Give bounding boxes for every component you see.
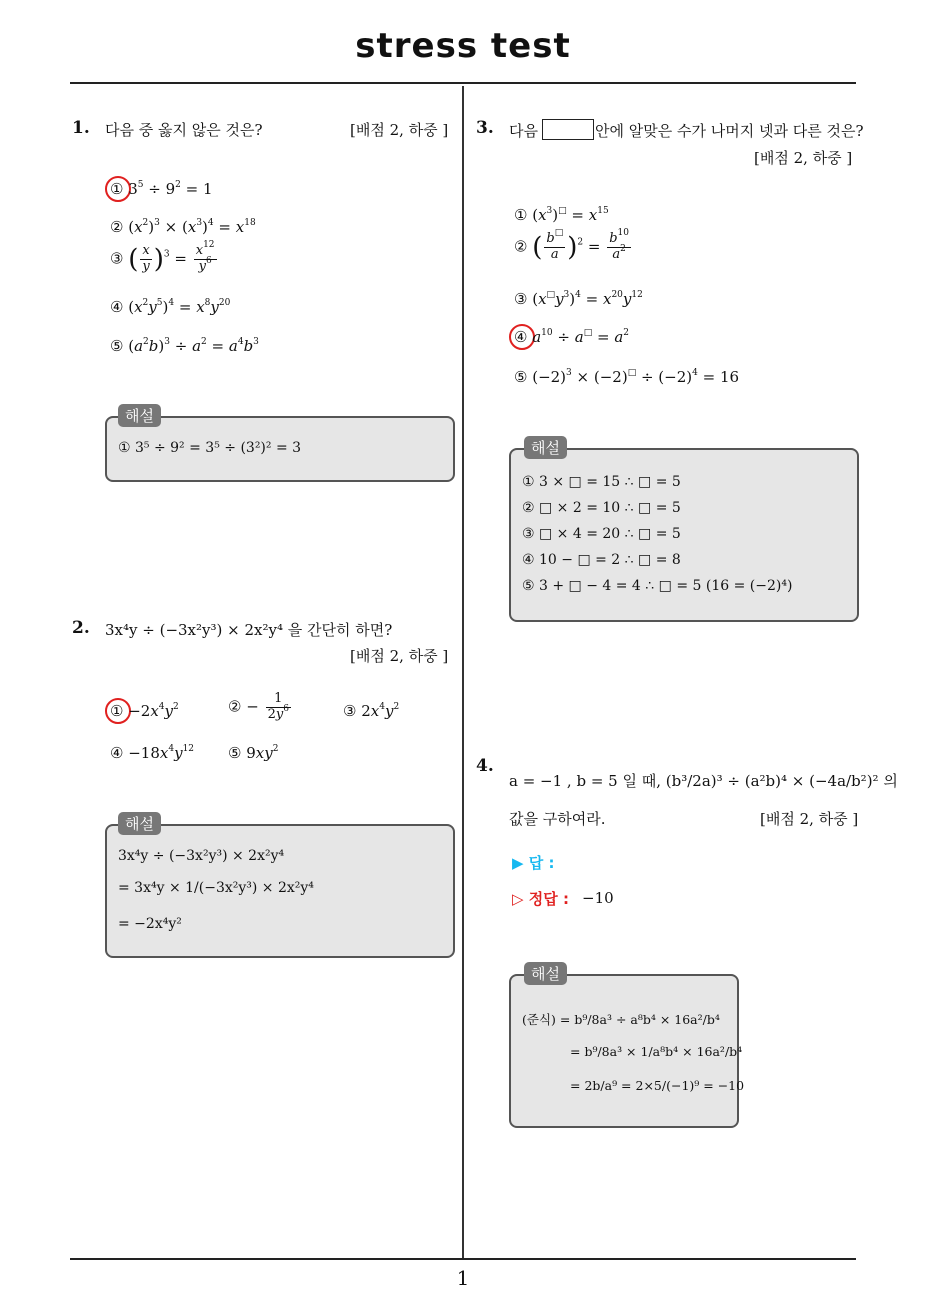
q2-option-4[interactable]: ④ $-18x^4y^{12}$ xyxy=(110,744,195,762)
q1-option-3[interactable]: ③ ( $\frac{x}{y}$ )$^3$ = $\frac{x^{12}}{y^6}$ xyxy=(110,240,215,275)
q4-text-2: 값을 구하여라. xyxy=(509,810,606,828)
q3-explanation-line-3: ③ □ × 4 = 20 ∴ □ = 5 xyxy=(522,526,681,542)
q3-explanation-line-4: ④ 10 − □ = 2 ∴ □ = 8 xyxy=(522,552,681,568)
q2-points: [배점 2, 하중 ] xyxy=(350,647,449,665)
q2-option-1[interactable]: ① $-2x^4y^2$ xyxy=(110,702,179,720)
q2-explanation-line-3: = −2x⁴y² xyxy=(118,916,182,932)
q3-option-1[interactable]: ① $(x^3)^□ = x^{15}$ xyxy=(514,206,609,224)
footer-rule xyxy=(70,1258,856,1260)
q3-number: 3. xyxy=(476,118,494,138)
q1-option-2[interactable]: ② $(x^2)^3 \times (x^3)^4 = x^{18}$ xyxy=(110,218,256,236)
q3-blank-box xyxy=(542,119,594,140)
column-divider xyxy=(462,86,464,1258)
q4-correct-label: ▷ 정답 : xyxy=(512,890,569,908)
q3-text-after: 안에 알맞은 수가 나머지 넷과 다른 것은? xyxy=(595,122,864,140)
q4-points: [배점 2, 하중 ] xyxy=(760,810,859,828)
q3-explanation-line-2: ② □ × 2 = 10 ∴ □ = 5 xyxy=(522,500,681,516)
q3-explanation-line-1: ① 3 × □ = 15 ∴ □ = 5 xyxy=(522,474,681,490)
q4-text: a = −1 , b = 5 일 때, (b³/2a)³ ÷ (a²b)⁴ × (−4a/b²)² 의 xyxy=(509,772,898,790)
q3-option-2[interactable]: ② ( $\frac{b^□}{a}$ )$^2$ = $\frac{b^{10}}{a^2}$ xyxy=(514,228,629,263)
q3-option-5[interactable]: ⑤ $(-2)^3 \times (-2)^□ \div (-2)^4 = 16$ xyxy=(514,368,740,386)
q2-option-5[interactable]: ⑤ $9xy^2$ xyxy=(228,744,279,762)
q2-option-3[interactable]: ③ $2x^4y^2$ xyxy=(343,702,400,720)
q2-explanation-line-1: 3x⁴y ÷ (−3x²y³) × 2x²y⁴ xyxy=(118,848,285,864)
q3-points: [배점 2, 하중 ] xyxy=(754,149,853,167)
page-number: 1 xyxy=(456,1266,470,1290)
q2-text: 3x⁴y ÷ (−3x²y³) × 2x²y⁴ 을 간단히 하면? xyxy=(105,621,393,639)
q4-explanation-line-2: = b⁹/8a³ × 1/a⁸b⁴ × 16a²/b⁴ xyxy=(570,1044,743,1059)
q3-text-before: 다음 xyxy=(509,122,538,140)
q4-explanation-tag: 해설 xyxy=(524,962,567,985)
q1-explanation-tag: 해설 xyxy=(118,404,161,427)
q2-explanation-tag: 해설 xyxy=(118,812,161,835)
q1-option-4[interactable]: ④ $(x^2y^5)^4 = x^8y^{20}$ xyxy=(110,298,231,316)
q4-explanation-line-1: (준식) = b⁹/8a³ ÷ a⁸b⁴ × 16a²/b⁴ xyxy=(522,1012,720,1027)
q2-explanation-line-2: = 3x⁴y × 1/(−3x²y³) × 2x²y⁴ xyxy=(118,880,314,896)
q3-explanation-tag: 해설 xyxy=(524,436,567,459)
q4-explanation-line-3: = 2b/a⁹ = 2×5/(−1)⁹ = −10 xyxy=(570,1078,745,1093)
q3-option-4[interactable]: ④ $a^{10} \div a^□ = a^2$ xyxy=(514,328,629,346)
q2-option-2[interactable]: ② − $\frac{1}{2y^6}$ xyxy=(228,691,289,722)
header-rule xyxy=(70,82,856,84)
q3-explanation-line-5: ⑤ 3 + □ − 4 = 4 ∴ □ = 5 (16 = (−2)⁴) xyxy=(522,578,793,594)
q1-explanation: ① 3⁵ ÷ 9² = 3⁵ ÷ (3²)² = 3 xyxy=(118,440,302,456)
q1-points: [배점 2, 하중 ] xyxy=(350,121,449,139)
q1-option-1[interactable]: ① $3^5 \div 9^2 = 1$ xyxy=(110,180,213,198)
q1-option-5[interactable]: ⑤ $(a^2b)^3 \div a^2 = a^4b^3$ xyxy=(110,337,259,355)
q4-number: 4. xyxy=(476,756,494,776)
q2-number: 2. xyxy=(72,618,90,638)
q1-text: 다음 중 옳지 않은 것은? xyxy=(105,121,263,139)
q1-number: 1. xyxy=(72,118,90,138)
q4-correct-value: −10 xyxy=(582,889,614,907)
q3-option-3[interactable]: ③ $(x^□y^3)^4 = x^{20}y^{12}$ xyxy=(514,290,643,308)
page-title: stress test xyxy=(355,26,571,66)
q4-answer-label: ▶ 답 : xyxy=(512,854,555,872)
